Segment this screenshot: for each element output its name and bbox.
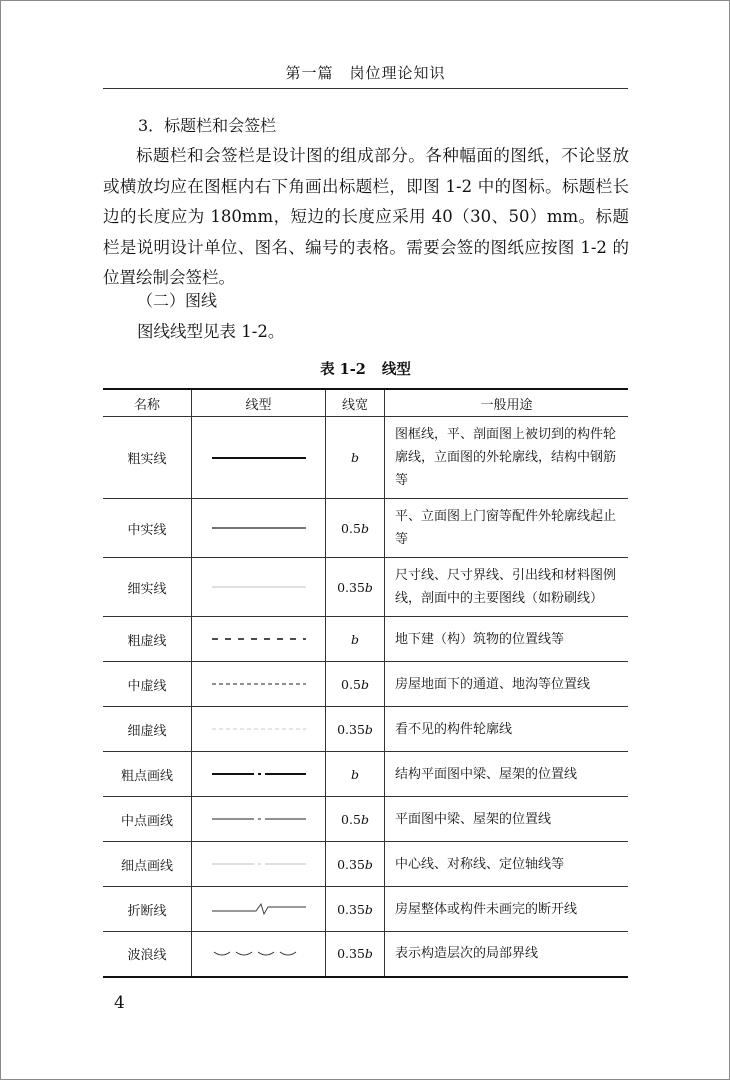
line-usage: 结构平面图中梁、屋架的位置线 <box>385 752 629 797</box>
line-width <box>326 617 385 662</box>
table-caption-number: 表 1-2 <box>320 361 366 378</box>
line-sample <box>192 752 326 797</box>
line-width-symbol: b <box>360 676 369 692</box>
line-usage: 图框线，平、剖面图上被切到的构件轮廓线，立面图的外轮廓线，结构中钢筋等 <box>385 417 629 499</box>
header-usage: 一般用途 <box>385 389 629 417</box>
line-width <box>326 887 385 932</box>
body-paragraph: 标题栏和会签栏是设计图的组成部分。各种幅面的图纸，不论竖放或横放均应在图框内右下角画出标题栏，即图 1-2 中的图标。标题栏长边的长度应为 180mm，短边的长度应采用 40（30、50）mm。标题栏是说明设计单位、图名、编号的表格。需要会签的图纸应按图 1-2 的位置绘制会签栏。 <box>103 146 629 287</box>
table-caption-title: 线型 <box>381 361 411 378</box>
line-width <box>326 932 385 977</box>
line-width-factor: 0.35 <box>337 946 365 962</box>
table-row <box>103 887 628 932</box>
table-row <box>103 707 628 752</box>
line-sample <box>192 662 326 707</box>
line-width <box>326 842 385 887</box>
line-type-table <box>103 388 628 978</box>
intro-sentence: 图线线型见表 1-2。 <box>137 322 285 341</box>
line-width-symbol: b <box>350 450 359 465</box>
line-usage: 平面图中梁、屋架的位置线 <box>385 797 629 842</box>
line-sample <box>192 558 326 617</box>
line-width <box>326 752 385 797</box>
line-usage: 地下建（构）筑物的位置线等 <box>385 617 629 662</box>
line-width-symbol: b <box>364 856 373 872</box>
line-width <box>326 499 385 558</box>
section-heading: 3．标题栏和会签栏 <box>138 116 277 135</box>
header-rule <box>103 88 628 89</box>
line-width-symbol: b <box>350 631 359 647</box>
line-name: 中点画线 <box>103 797 192 842</box>
line-sample <box>192 932 326 977</box>
line-usage: 房屋地面下的通道、地沟等位置线 <box>385 662 629 707</box>
line-sample <box>192 499 326 558</box>
header-name: 名称 <box>103 389 192 417</box>
line-width-factor: 0.35 <box>337 721 365 737</box>
break-line-icon <box>206 901 312 917</box>
line-name: 折断线 <box>103 887 192 932</box>
line-usage: 尺寸线、尺寸界线、引出线和材料图例线，剖面中的主要图线（如粉刷线） <box>385 558 629 617</box>
table-row <box>103 842 628 887</box>
line-usage: 房屋整体或构件未画完的断开线 <box>385 887 629 932</box>
table-caption <box>103 358 628 379</box>
line-width-factor: 0.5 <box>341 520 361 536</box>
thin-solid-line-icon <box>206 579 312 595</box>
line-width-factor: 0.35 <box>337 856 365 872</box>
wavy-line-icon <box>206 946 312 962</box>
line-name: 粗实线 <box>103 417 192 499</box>
table-row <box>103 558 628 617</box>
line-name: 中虚线 <box>103 662 192 707</box>
thick-dash-dot-line-icon <box>206 766 312 782</box>
line-name: 中实线 <box>103 499 192 558</box>
line-width-symbol: b <box>364 946 373 962</box>
line-width-symbol: b <box>364 901 373 917</box>
medium-solid-line-icon <box>206 520 312 536</box>
line-name: 波浪线 <box>103 932 192 977</box>
table-header-row <box>103 389 628 417</box>
line-name: 细虚线 <box>103 707 192 752</box>
line-width-symbol: b <box>360 811 369 827</box>
line-usage: 看不见的构件轮廓线 <box>385 707 629 752</box>
table-row <box>103 752 628 797</box>
line-sample <box>192 797 326 842</box>
line-sample <box>192 887 326 932</box>
running-header: 第一篇 岗位理论知识 <box>285 64 446 82</box>
table-row <box>103 662 628 707</box>
line-usage: 中心线、对称线、定位轴线等 <box>385 842 629 887</box>
table-row <box>103 617 628 662</box>
subsection-heading: （二）图线 <box>137 291 218 310</box>
header-line-type: 线型 <box>192 389 326 417</box>
line-sample <box>192 617 326 662</box>
line-width-factor: 0.35 <box>337 579 365 595</box>
thick-solid-line-icon <box>206 450 312 466</box>
line-usage: 表示构造层次的局部界线 <box>385 932 629 977</box>
table-row <box>103 417 628 499</box>
line-width <box>326 417 385 499</box>
line-sample <box>192 707 326 752</box>
line-width <box>326 662 385 707</box>
thick-dashed-line-icon <box>206 631 312 647</box>
header-width: 线宽 <box>326 389 385 417</box>
line-width-symbol: b <box>364 579 373 595</box>
thin-dash-dot-line-icon <box>206 856 312 872</box>
line-width <box>326 797 385 842</box>
line-width-symbol: b <box>360 520 369 536</box>
line-width-symbol: b <box>364 721 373 737</box>
line-name: 细实线 <box>103 558 192 617</box>
line-name: 粗点画线 <box>103 752 192 797</box>
table-row <box>103 932 628 977</box>
page-number: 4 <box>114 993 125 1013</box>
table-row <box>103 797 628 842</box>
line-width-symbol: b <box>350 766 359 782</box>
line-usage: 平、立面图上门窗等配件外轮廓线起止等 <box>385 499 629 558</box>
table-row <box>103 499 628 558</box>
line-sample <box>192 417 326 499</box>
line-width <box>326 558 385 617</box>
line-name: 细点画线 <box>103 842 192 887</box>
line-sample <box>192 842 326 887</box>
medium-dashed-line-icon <box>206 676 312 692</box>
thin-dashed-line-icon <box>206 721 312 737</box>
line-width-factor: 0.35 <box>337 901 365 917</box>
line-name: 粗虚线 <box>103 617 192 662</box>
medium-dash-dot-line-icon <box>206 811 312 827</box>
line-width-factor: 0.5 <box>341 676 361 692</box>
line-width <box>326 707 385 752</box>
line-width-factor: 0.5 <box>341 811 361 827</box>
